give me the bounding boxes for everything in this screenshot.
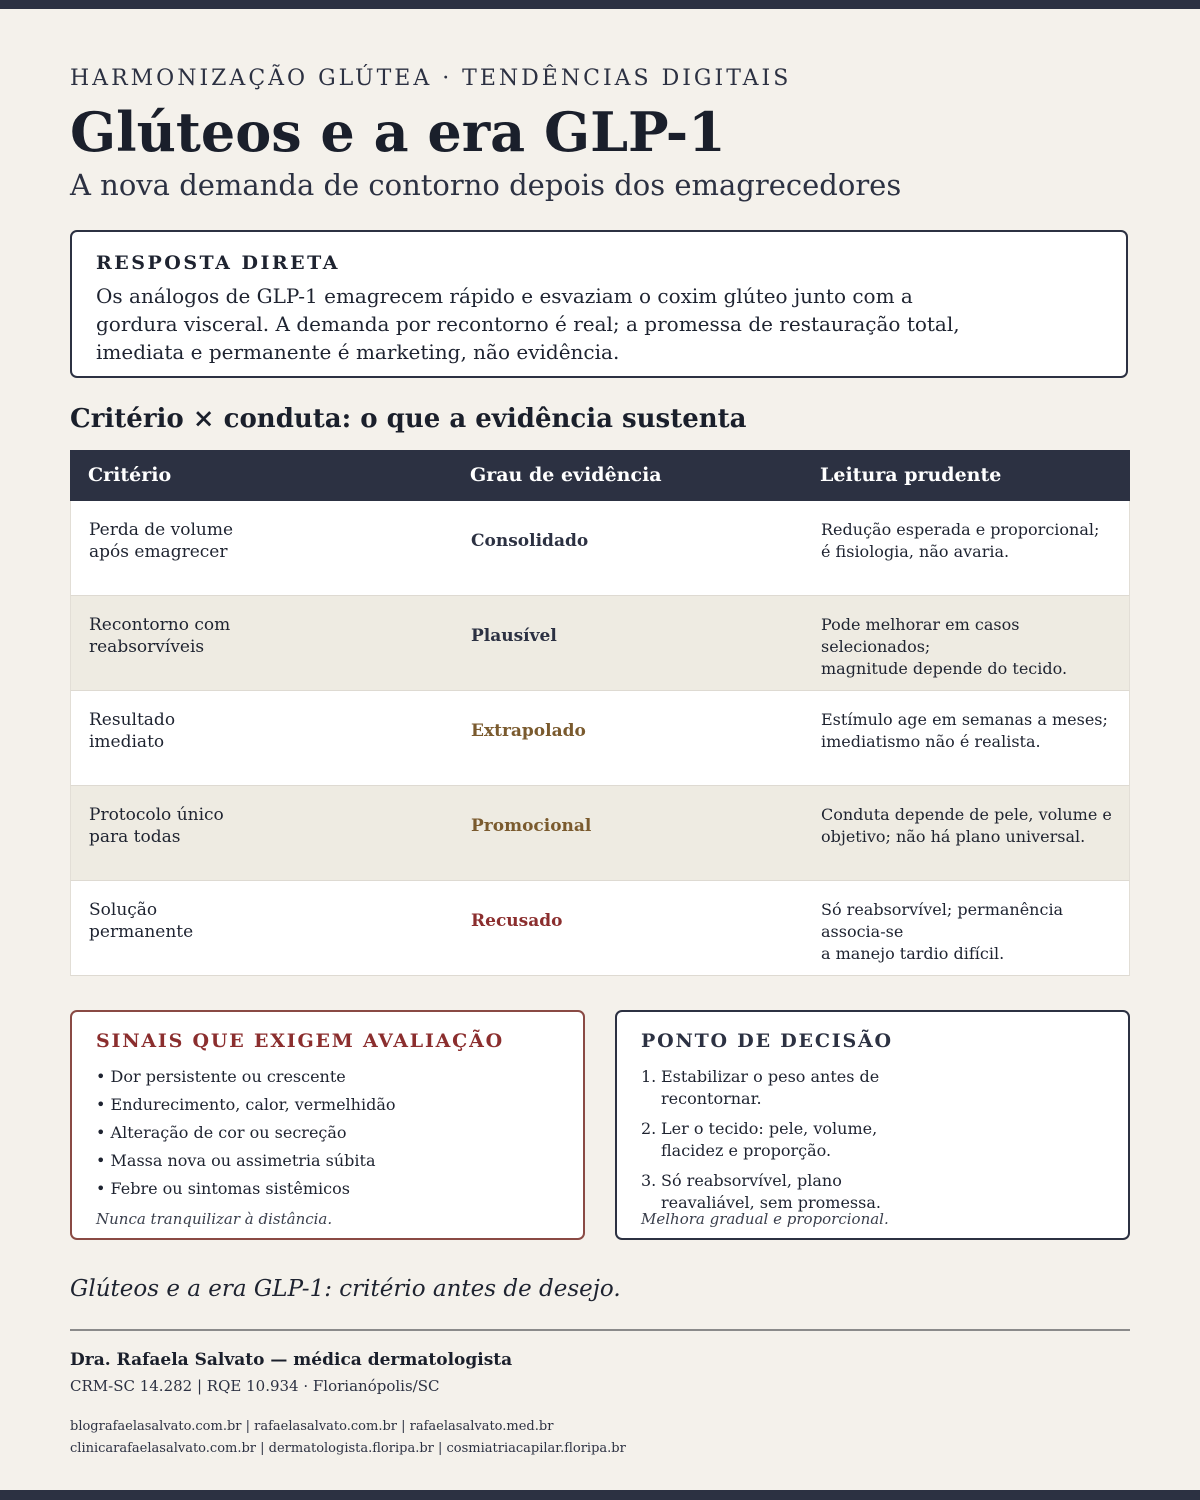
- cell-prudent-reading: Redução esperada e proporcional; é fisiologia, não avaria.: [821, 520, 1100, 561]
- decision-step: [641, 1066, 1104, 1110]
- warning-note: Nunca tranquilizar à distância.: [96, 1210, 333, 1228]
- table-body: [70, 501, 1130, 976]
- warning-sign-item: • Alteração de cor ou secreção: [96, 1123, 347, 1142]
- decision-step-text: Só reabsorvível, plano reavaliável, sem promessa.: [661, 1171, 881, 1212]
- warning-signs-box: [70, 1010, 585, 1240]
- decision-note: Melhora gradual e proporcional.: [641, 1210, 889, 1228]
- table-row: [70, 691, 1130, 786]
- bottom-accent-bar: [0, 1490, 1200, 1500]
- decision-step-text: Ler o tecido: pele, volume, flacidez e proporção.: [661, 1119, 878, 1160]
- website-links-line-2: clinicarafaelasalvato.com.br | dermatologista.floripa.br | cosmiatriacapilar.floripa.br: [70, 1441, 626, 1456]
- cell-prudent-reading: Estímulo age em semanas a meses; imediatismo não é realista.: [821, 710, 1108, 751]
- warning-sign-item: • Massa nova ou assimetria súbita: [96, 1151, 376, 1170]
- decision-step: [641, 1118, 1104, 1162]
- cell-evidence-grade: Plausível: [471, 626, 557, 646]
- decision-steps-list: [641, 1066, 1104, 1214]
- warning-sign-item: • Endurecimento, calor, vermelhidão: [96, 1095, 396, 1114]
- table-row: [70, 786, 1130, 881]
- cell-evidence-grade: Promocional: [471, 816, 592, 836]
- header-criterion: Critério: [88, 464, 172, 486]
- decision-step-number: 2.: [641, 1119, 657, 1138]
- cell-criterion: Protocolo único para todas: [89, 805, 224, 847]
- eyebrow: HARMONIZAÇÃO GLÚTEA · TENDÊNCIAS DIGITAIS: [70, 66, 792, 91]
- decision-step-number: 1.: [641, 1067, 657, 1086]
- cell-prudent-reading: Só reabsorvível; permanência associa-se a manejo tardio difícil.: [821, 900, 1064, 963]
- decision-point-heading: PONTO DE DECISÃO: [641, 1030, 893, 1052]
- table-section-title: Critério × conduta: o que a evidência sustenta: [70, 404, 747, 434]
- table-row: [70, 596, 1130, 691]
- direct-answer-text: Os análogos de GLP-1 emagrecem rápido e esvaziam o coxim glúteo junto com a gordura visceral. A demanda por recontorno é real; a promessa de restauração total, imediata e permanente é marketing, não evidência.: [96, 284, 960, 364]
- top-accent-bar: [0, 0, 1200, 9]
- header-evidence-grade: Grau de evidência: [470, 464, 662, 486]
- cell-evidence-grade: Consolidado: [471, 531, 589, 551]
- website-links-line-1: blografaelasalvato.com.br | rafaelasalvato.com.br | rafaelasalvato.med.br: [70, 1419, 554, 1434]
- cell-criterion: Recontorno com reabsorvíveis: [89, 615, 231, 657]
- cell-criterion: Perda de volume após emagrecer: [89, 520, 234, 562]
- table-header: [70, 450, 1130, 501]
- cell-evidence-grade: Recusado: [471, 911, 563, 931]
- author-credentials: CRM-SC 14.282 | RQE 10.934 · Florianópolis/SC: [70, 1377, 440, 1395]
- direct-answer-heading: RESPOSTA DIRETA: [96, 252, 340, 274]
- cell-criterion: Resultado imediato: [89, 710, 176, 752]
- decision-step: [641, 1170, 1104, 1214]
- closing-statement: Glúteos e a era GLP-1: critério antes de desejo.: [70, 1276, 621, 1302]
- cell-criterion: Solução permanente: [89, 900, 194, 942]
- footer-divider: [70, 1329, 1130, 1331]
- table-row: [70, 881, 1130, 976]
- evidence-table: [70, 450, 1130, 976]
- cell-prudent-reading: Pode melhorar em casos selecionados; magnitude depende do tecido.: [821, 615, 1068, 678]
- cell-evidence-grade: Extrapolado: [471, 721, 586, 741]
- cell-prudent-reading: Conduta depende de pele, volume e objetivo; não há plano universal.: [821, 805, 1112, 846]
- header-prudent-reading: Leitura prudente: [820, 464, 1002, 486]
- warning-signs-heading: SINAIS QUE EXIGEM AVALIAÇÃO: [96, 1030, 504, 1052]
- page-subtitle: A nova demanda de contorno depois dos emagrecedores: [70, 168, 902, 202]
- author-name: Dra. Rafaela Salvato — médica dermatologista: [70, 1350, 513, 1370]
- warning-signs-list: [96, 1066, 559, 1200]
- direct-answer-box: [70, 230, 1128, 378]
- table-row: [70, 501, 1130, 596]
- decision-step-text: Estabilizar o peso antes de recontornar.: [661, 1067, 880, 1108]
- warning-sign-item: • Dor persistente ou crescente: [96, 1067, 346, 1086]
- page-title: Glúteos e a era GLP-1: [70, 100, 726, 164]
- decision-point-box: [615, 1010, 1130, 1240]
- warning-sign-item: • Febre ou sintomas sistêmicos: [96, 1179, 350, 1198]
- decision-step-number: 3.: [641, 1171, 657, 1190]
